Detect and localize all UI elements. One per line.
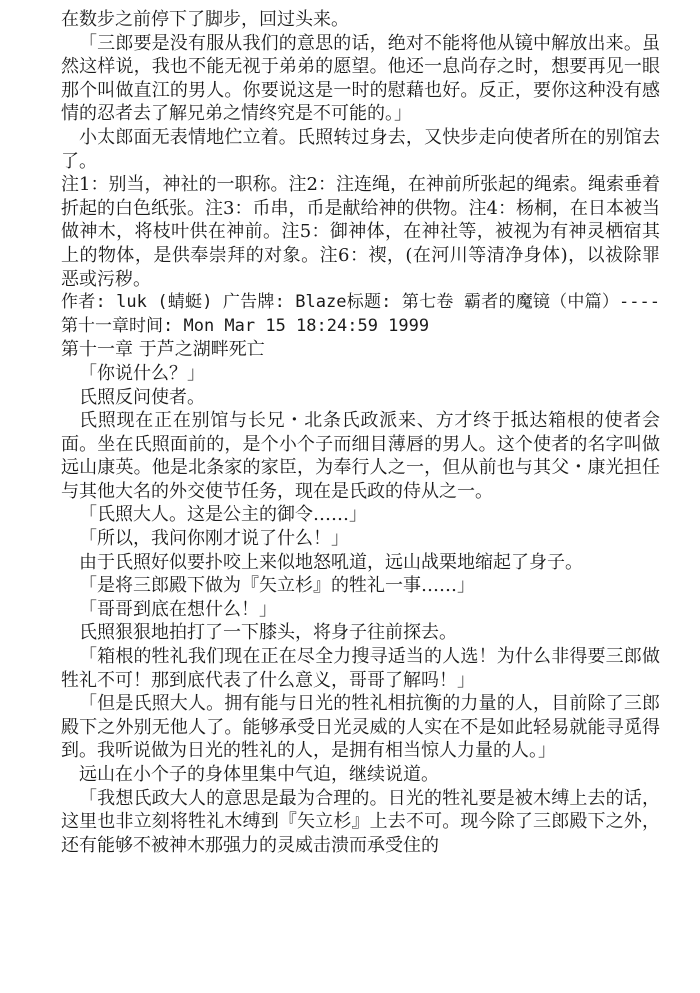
paragraph-dialogue: 「你说什么？」 [79, 362, 205, 384]
paragraph-dialogue: 「但是氏照大人。拥有能与日光的牲礼相抗衡的力量的人，目前除了三郎殿下之外别无他人了。能够承受日光灵威的人实在不是如此轻易就能寻觅得到。我听说做为日光的牲礼的人，是拥有相当惊人力量的人。」 [61, 693, 660, 762]
paragraph-narration: 氏照狠狠地拍打了一下膝头，将身子往前探去。 [79, 622, 457, 644]
paragraph-continuation: 在数步之前停下了脚步，回过头来。 [61, 9, 349, 30]
paragraph-narration: 远山在小个子的身体里集中气迫，继续说道。 [79, 764, 439, 785]
chapter-title: 第十一章 于芦之湖畔死亡 [61, 339, 265, 361]
paragraph-dialogue: 「三郎要是没有服从我们的意思的话，绝对不能将他从镜中解放出来。虽然这样说，我也不能无视于弟弟的愿望。他还一息尚存之时，想要再见一眼那个叫做直江的男人。你要说这是一时的慰藉也好。反正，要你这种没有感情的忍者去了解兄弟之情终究是不可能的。」 [61, 32, 660, 125]
paragraph-dialogue: 「哥哥到底在想什么！」 [79, 598, 277, 620]
paragraph-narration: 由于氏照好似要扑咬上来似地怒吼道，远山战栗地缩起了身子。 [79, 551, 583, 573]
paragraph-narration: 氏照现在正在别馆与长兄・北条氏政派来、方才终于抵达箱根的使者会面。坐在氏照面前的，是个小个子而细目薄唇的男人。这个使者的名字叫做远山康英。他是北条家的家臣，为奉行人之一，但从前也与其父・康光担任与其他大名的外交使节任务，现在是氏政的侍从之一。 [61, 410, 660, 502]
paragraph-narration: 氏照反问使者。 [79, 386, 205, 408]
paragraph-dialogue: 「是将三郎殿下做为『矢立杉』的牲礼一事……」 [79, 575, 475, 597]
paragraph-narration: 小太郎面无表情地伫立着。氏照转过身去，又快步走向使者所在的别馆去了。 [61, 126, 660, 172]
footnotes: 注1：别当，神社的一职称。注2：注连绳，在神前所张起的绳索。绳索垂着折起的白色纸张。注3：币串，币是献给神的供物。注4：杨桐，在日本被当做神木，将枝叶供在神前。注5：御神体，在神社等，被视为有神灵栖宿其上的物体，是供奉崇拜的对象。注6：禊，(在河川等清净身体)，以祓除罪恶或污秽。 [61, 174, 660, 290]
paragraph-dialogue: 「所以，我问你刚才说了什么！」 [79, 528, 349, 550]
paragraph-dialogue: 「我想氏政大人的意思是最为合理的。日光的牲礼要是被木缚上去的话，这里也非立刻将牲礼木缚到『矢立杉』上去不可。现今除了三郎殿下之外，还有能够不被神木那强力的灵威击溃而承受住的 [61, 787, 660, 856]
paragraph-dialogue: 「箱根的牲礼我们现在正在尽全力搜寻适当的人选！为什么非得要三郎做牲礼不可！那到底代表了什么意义，哥哥了解吗！」 [61, 646, 660, 691]
post-header: 作者: luk (蜻蜓) 广告牌: Blaze标题: 第七卷 霸者的魔镜（中篇）----第十一章时间: Mon Mar 15 18:24:59 1999 [61, 292, 660, 336]
paragraph-dialogue: 「氏照大人。这是公主的御令……」 [79, 504, 367, 526]
